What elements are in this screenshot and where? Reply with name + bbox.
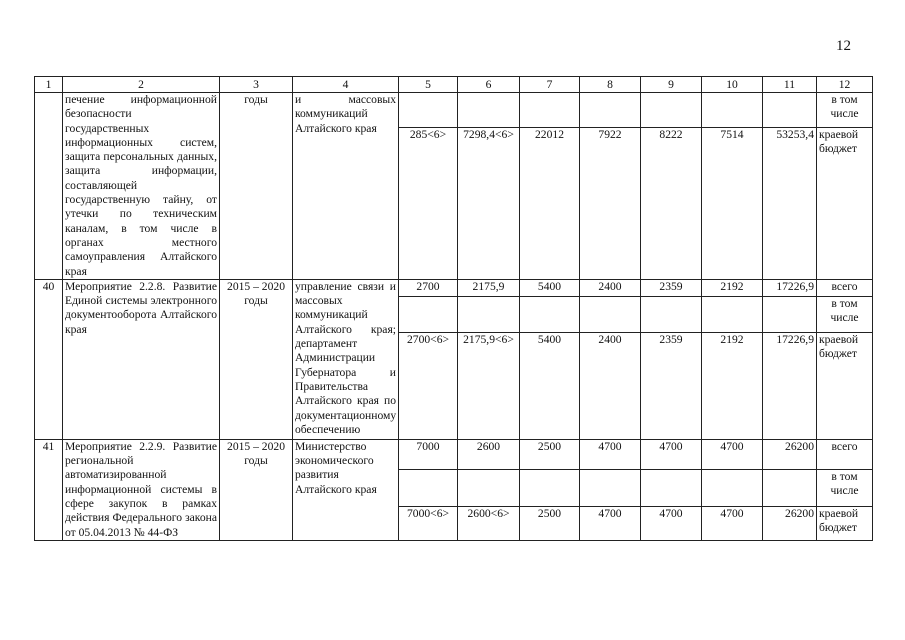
value-cell <box>458 470 520 506</box>
column-header: 10 <box>702 77 763 93</box>
funding-source-cell: краевой бюджет <box>817 506 873 540</box>
page-number: 12 <box>836 38 851 54</box>
value-cell: 7514 <box>702 127 763 279</box>
activity-description: Мероприятие 2.2.8. Развитие Единой системы электронного документооборота Алтайского края <box>63 279 220 439</box>
funding-source-cell: всего <box>817 439 873 469</box>
value-cell <box>580 93 641 128</box>
value-cell <box>580 296 641 332</box>
value-cell: 4700 <box>641 506 702 540</box>
executor-cell: Министерство экономического развития Алтайского края <box>293 439 399 540</box>
value-cell: 53253,4 <box>763 127 817 279</box>
funding-source-cell: в том числе <box>817 93 873 128</box>
value-cell: 2500 <box>520 506 580 540</box>
value-cell: 2359 <box>641 332 702 439</box>
column-number-header-row <box>35 77 873 93</box>
value-cell: 2400 <box>580 332 641 439</box>
value-cell: 4700 <box>641 439 702 469</box>
column-header: 3 <box>220 77 293 93</box>
column-header: 1 <box>35 77 63 93</box>
column-header: 12 <box>817 77 873 93</box>
value-cell <box>702 93 763 128</box>
value-cell: 2700<6> <box>399 332 458 439</box>
activity-description: Мероприятие 2.2.9. Развитие региональной автоматизированной информационной системы в сфере закупок в рамках действия Федерального закона от 05.04.2013 № 44-ФЗ <box>63 439 220 540</box>
executor-cell: управление связи и массовых коммуникаций Алтайского края; департамент Администрации Губернатора и Правительства Алтайского края по документационному обеспечению <box>293 279 399 439</box>
value-cell: 2600 <box>458 439 520 469</box>
column-header: 7 <box>520 77 580 93</box>
row-number-cell <box>35 93 63 280</box>
value-cell: 4700 <box>580 439 641 469</box>
value-cell: 2175,9<6> <box>458 332 520 439</box>
value-cell: 7922 <box>580 127 641 279</box>
value-cell: 7000 <box>399 439 458 469</box>
value-cell: 17226,9 <box>763 279 817 296</box>
funding-source-cell: в том числе <box>817 296 873 332</box>
value-cell: 5400 <box>520 279 580 296</box>
value-cell <box>641 470 702 506</box>
value-cell <box>520 470 580 506</box>
column-header: 6 <box>458 77 520 93</box>
value-cell: 7298,4<6> <box>458 127 520 279</box>
value-cell <box>763 296 817 332</box>
column-header: 8 <box>580 77 641 93</box>
value-cell <box>641 296 702 332</box>
value-cell <box>520 296 580 332</box>
value-cell: 285<6> <box>399 127 458 279</box>
value-cell <box>641 93 702 128</box>
column-header: 5 <box>399 77 458 93</box>
value-cell: 26200 <box>763 439 817 469</box>
value-cell <box>580 470 641 506</box>
value-cell: 17226,9 <box>763 332 817 439</box>
value-cell: 8222 <box>641 127 702 279</box>
value-cell: 4700 <box>580 506 641 540</box>
row-number-cell: 41 <box>35 439 63 540</box>
period-cell: 2015 – 2020 годы <box>220 279 293 439</box>
value-cell <box>458 93 520 128</box>
value-cell: 2500 <box>520 439 580 469</box>
value-cell <box>399 93 458 128</box>
value-cell: 4700 <box>702 506 763 540</box>
funding-source-cell: краевой бюджет <box>817 127 873 279</box>
value-cell: 2192 <box>702 279 763 296</box>
column-header: 4 <box>293 77 399 93</box>
executor-cell: и массовых коммуникаций Алтайского края <box>293 93 399 280</box>
period-cell: 2015 – 2020 годы <box>220 439 293 540</box>
value-cell <box>399 470 458 506</box>
funding-source-cell: краевой бюджет <box>817 332 873 439</box>
value-cell: 2192 <box>702 332 763 439</box>
value-cell <box>702 470 763 506</box>
value-cell <box>399 296 458 332</box>
value-cell <box>763 470 817 506</box>
column-header: 2 <box>63 77 220 93</box>
funding-source-cell: в том числе <box>817 470 873 506</box>
funding-source-cell: всего <box>817 279 873 296</box>
value-cell: 2600<6> <box>458 506 520 540</box>
value-cell: 22012 <box>520 127 580 279</box>
activity-description: печение информационной безопасности государственных информационных систем, защита персональных данных, защита информации, составляющей государственную тайну, от утечки по техническим каналам, в том числе в органах местного самоуправления Алтайского края <box>63 93 220 280</box>
value-cell: 7000<6> <box>399 506 458 540</box>
value-cell: 2400 <box>580 279 641 296</box>
value-cell <box>520 93 580 128</box>
value-cell: 2175,9 <box>458 279 520 296</box>
value-cell <box>458 296 520 332</box>
value-cell: 2359 <box>641 279 702 296</box>
value-cell <box>702 296 763 332</box>
column-header: 9 <box>641 77 702 93</box>
value-cell: 26200 <box>763 506 817 540</box>
value-cell <box>763 93 817 128</box>
program-activities-table <box>34 76 873 541</box>
value-cell: 4700 <box>702 439 763 469</box>
table-row <box>35 439 873 469</box>
value-cell: 5400 <box>520 332 580 439</box>
column-header: 11 <box>763 77 817 93</box>
table-row <box>35 279 873 296</box>
value-cell: 2700 <box>399 279 458 296</box>
table-row <box>35 93 873 128</box>
row-number-cell: 40 <box>35 279 63 439</box>
period-cell: годы <box>220 93 293 280</box>
